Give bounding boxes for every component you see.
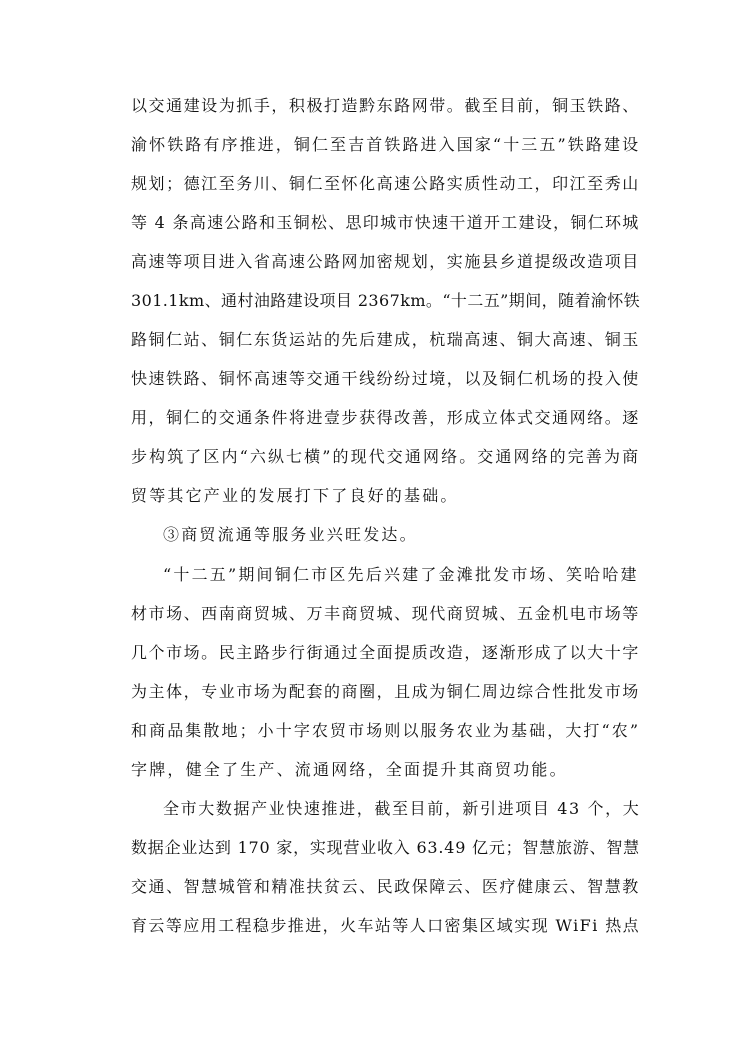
text-line: 和商品集散地；小十字农贸市场则以服务农业为基础，大打“农” (131, 721, 641, 740)
text-line: 用，铜仁的交通条件将进壹步获得改善，形成立体式交通网络。逐 (131, 408, 640, 427)
text-line: 规划；德江至务川、铜仁至怀化高速公路实质性动工，印江至秀山 (131, 174, 640, 193)
text-line: 高速等项目进入省高速公路网加密规划，实施县乡道提级改造项目 (131, 252, 640, 271)
text-line: 步构筑了区内“六纵七横”的现代交通网络。交通网络的完善为商 (131, 447, 641, 466)
text-line: 渝怀铁路有序推进，铜仁至吉首铁路进入国家“十三五”铁路建设 (131, 135, 641, 154)
section-heading: ③商贸流通等服务业兴旺发达。 (163, 525, 418, 544)
text-line: 301.1km、通村油路建设项目 2367km。“十二五”期间，随着渝怀铁 (131, 291, 641, 310)
text-line: 材市场、西南商贸城、万丰商贸城、现代商贸城、五金机电市场等 (131, 604, 640, 623)
text-line: 全市大数据产业快速推进，截至目前，新引进项目 43 个，大 (163, 799, 641, 818)
text-line: 几个市场。民主路步行街通过全面提质改造，逐渐形成了以大十字 (131, 643, 640, 662)
text-line: 路铜仁站、铜仁东货运站的先后建成，杭瑞高速、铜大高速、铜玉 (131, 330, 640, 349)
text-line: 为主体，专业市场为配套的商圈，且成为铜仁周边综合性批发市场 (131, 682, 640, 701)
text-line: 贸等其它产业的发展打下了良好的基础。 (131, 486, 459, 505)
text-line: 以交通建设为抓手，积极打造黔东路网带。截至目前，铜玉铁路、 (131, 96, 640, 115)
text-line: 育云等应用工程稳步推进，火车站等人口密集区域实现 WiFi 热点 (131, 916, 641, 935)
text-line: 数据企业达到 170 家，实现营业收入 63.49 亿元；智慧旅游、智慧 (131, 838, 640, 857)
text-line: 字牌，健全了生产、流通网络，全面提升其商贸功能。 (131, 760, 568, 779)
text-line: 等 4 条高速公路和玉铜松、思印城市快速干道开工建设，铜仁环城 (131, 213, 640, 232)
text-line: “十二五”期间铜仁市区先后兴建了金滩批发市场、笑哈哈建 (163, 565, 639, 584)
text-line: 交通、智慧城管和精准扶贫云、民政保障云、医疗健康云、智慧教 (131, 877, 640, 896)
text-line: 快速铁路、铜怀高速等交通干线纷纷过境，以及铜仁机场的投入使 (131, 369, 640, 388)
